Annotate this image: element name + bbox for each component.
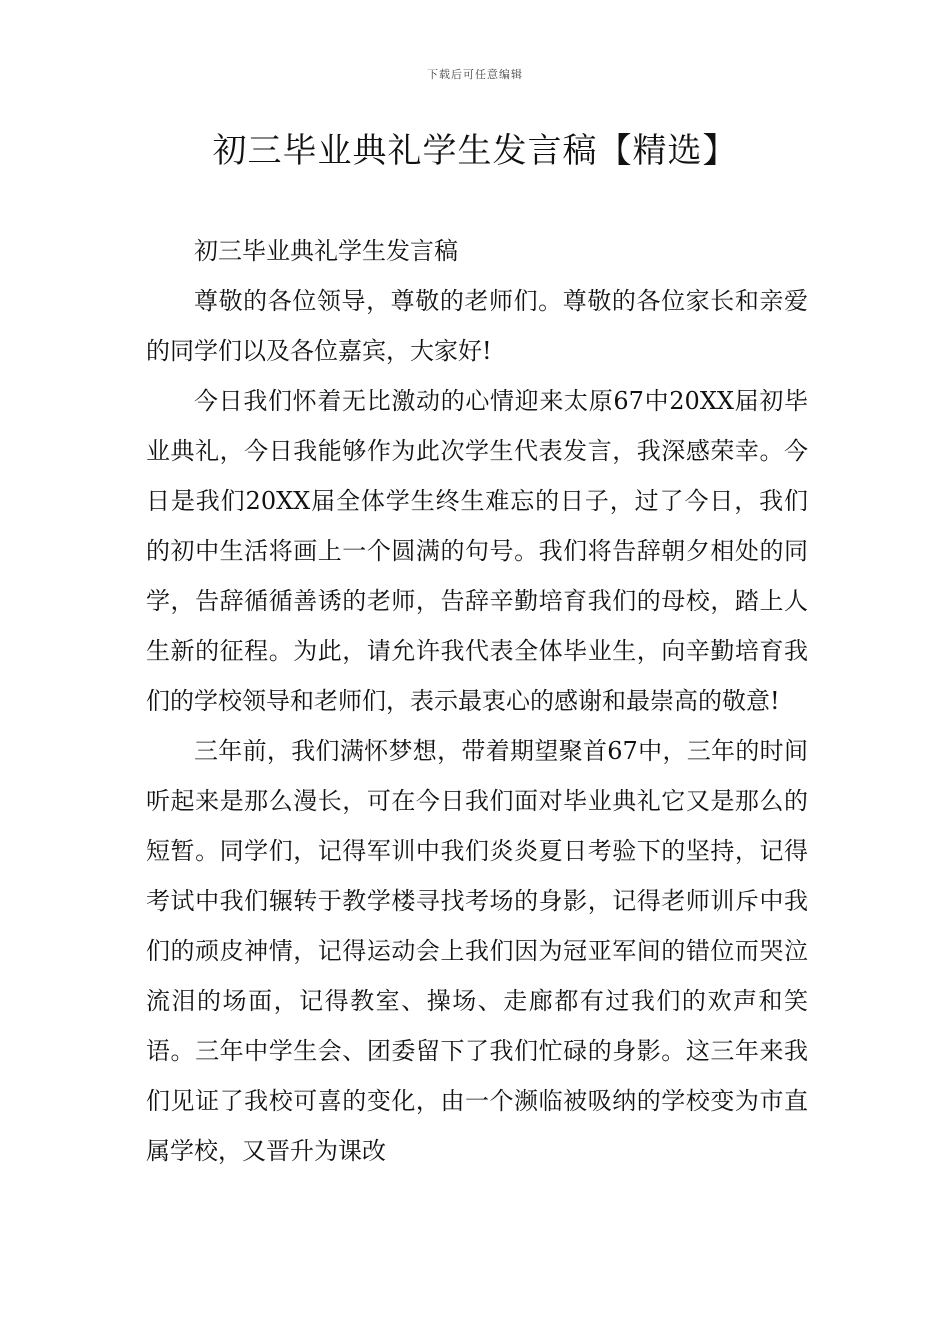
paragraph-subtitle: 初三毕业典礼学生发言稿 [194,237,458,265]
paragraph-greeting: 尊敬的各位领导，尊敬的老师们。尊敬的各位家长和亲爱的同学们以及各位嘉宾，大家好! [146,287,808,365]
document-body [146,226,808,1176]
document-title: 初三毕业典礼学生发言稿【精选】 [212,131,738,171]
paragraph-opening: 今日我们怀着无比激动的心情迎来太原67中20XX届初毕业典礼，今日我能够作为此次学生代表发言，我深感荣幸。今日是我们20XX届全体学生终生难忘的日子，过了今日，我们的初中生活将画上一个圆满的句号。我们将告辞朝夕相处的同学，告辞循循善诱的老师，告辞辛勤培育我们的母校，踏上人生新的征程。为此，请允许我代表全体毕业生，向辛勤培育我们的学校领导和老师们，表示最衷心的感谢和最崇高的敬意! [146,387,808,715]
paragraph-memories: 三年前，我们满怀梦想，带着期望聚首67中，三年的时间听起来是那么漫长，可在今日我们面对毕业典礼它又是那么的短暂。同学们，记得军训中我们炎炎夏日考验下的坚持，记得考试中我们辗转于教学楼寻找考场的身影，记得老师训斥中我们的顽皮神情，记得运动会上我们因为冠亚军间的错位而哭泣流泪的场面，记得教室、操场、走廊都有过我们的欢声和笑语。三年中学生会、团委留下了我们忙碌的身影。这三年来我们见证了我校可喜的变化，由一个濒临被吸纳的学校变为市直属学校，又晋升为课改 [146,737,808,1165]
header-note: 下载后可任意编辑 [427,68,523,81]
